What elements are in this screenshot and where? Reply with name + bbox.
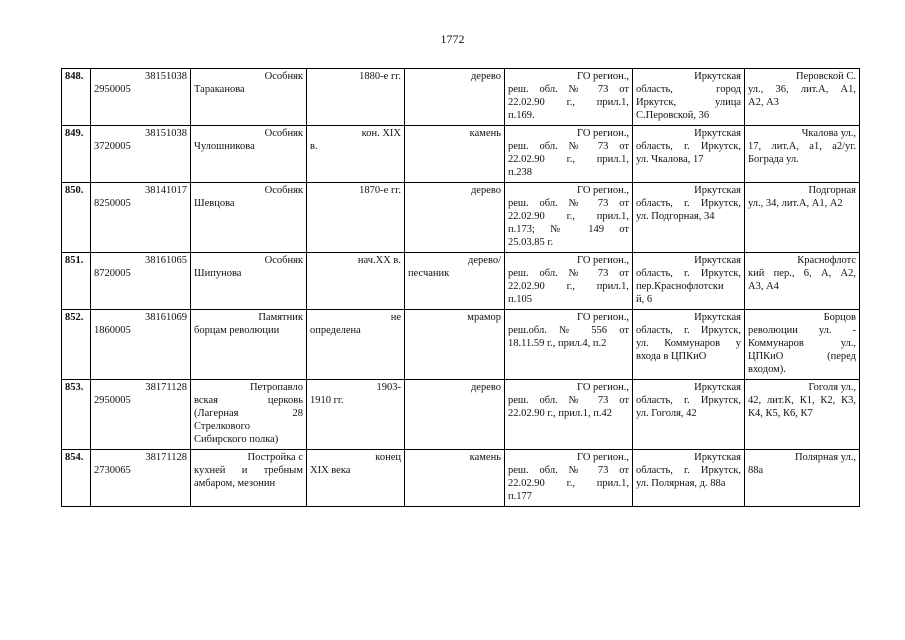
cell-line: мрамор — [467, 312, 501, 323]
cell-line: 8720005 — [94, 268, 131, 279]
cadastral-code-cell — [91, 380, 191, 450]
cell-line: 38161065 — [145, 255, 187, 266]
cell-line: Иркутск, улица — [636, 97, 741, 108]
address-cell — [633, 310, 745, 380]
cell-line: реш.обл. № 556 от — [508, 325, 629, 336]
object-name-cell — [191, 126, 307, 183]
cell-line: входом). — [748, 364, 786, 375]
cell-line: 22.02.90 г., прил.1, — [508, 97, 629, 108]
object-composition-cell — [745, 380, 860, 450]
cell-line: 38171128 — [145, 382, 187, 393]
cell-line: 42, лит.К, К1, К2, К3, — [748, 395, 856, 406]
cell-line: 88а — [748, 465, 764, 476]
object-name-cell — [191, 310, 307, 380]
cell-line: дерево — [470, 382, 501, 393]
cell-line: Иркутская — [694, 452, 741, 463]
cell-line: Шевцова — [194, 198, 235, 209]
cell-line: 38161069 — [145, 312, 187, 323]
address-cell — [633, 183, 745, 253]
cell-line: область, город — [636, 84, 741, 95]
material-cell — [405, 126, 505, 183]
cell-line: 18.11.59 г., прил.4, п.2 — [508, 338, 607, 349]
cell-line: ГО регион., — [577, 382, 629, 393]
cell-line: входа в ЦПКиО — [636, 351, 707, 362]
cell-line: п.238 — [508, 167, 532, 178]
cell-line: 1870-е гг. — [359, 185, 401, 196]
cell-line: 38151038 — [145, 71, 187, 82]
cell-line: й, 6 — [636, 294, 653, 305]
cell-line: ГО регион., — [577, 255, 629, 266]
object-composition-cell — [745, 310, 860, 380]
cell-line: 1903- — [376, 382, 401, 393]
cell-line: Чулошникова — [194, 141, 255, 152]
object-name-cell — [191, 380, 307, 450]
cell-line: 8250005 — [94, 198, 131, 209]
cell-line: камень — [469, 452, 501, 463]
cell-line: Иркутская — [694, 255, 741, 266]
cell-line: Тараканова — [194, 84, 245, 95]
cell-line: ул. Подгорная, 34 — [636, 211, 715, 222]
cell-line: 38171128 — [145, 452, 187, 463]
cadastral-code-cell — [91, 310, 191, 380]
cell-line: ГО регион., — [577, 128, 629, 139]
cell-line: в. — [310, 141, 318, 152]
cell-line: Стрелкового — [194, 421, 250, 432]
cell-line: Краснофлотс — [797, 255, 856, 266]
cadastral-code-cell — [91, 253, 191, 310]
cell-line: Особняк — [264, 255, 303, 266]
cell-line: Полярная ул., — [794, 452, 856, 463]
cell-line: Иркутская — [694, 71, 741, 82]
protection-document-cell — [505, 450, 633, 507]
cell-line: ул. Чкалова, 17 — [636, 154, 704, 165]
cell-line: 22.02.90 г., прил.1, — [508, 281, 629, 292]
dating-cell — [307, 380, 405, 450]
cell-line: кухней и требным — [194, 465, 303, 476]
cell-line: ГО регион., — [577, 312, 629, 323]
cell-line: реш. обл. № 73 от — [508, 395, 629, 406]
cell-line: п.177 — [508, 491, 532, 502]
protection-document-cell — [505, 253, 633, 310]
table-row — [62, 69, 860, 126]
cell-line: п.105 — [508, 294, 532, 305]
cell-line: пер.Краснофлотски — [636, 281, 724, 292]
object-name-cell — [191, 253, 307, 310]
cell-line: Петропавло — [249, 382, 303, 393]
row-number: 854. — [62, 450, 91, 507]
cell-line: Особняк — [264, 71, 303, 82]
cell-line: 3720005 — [94, 141, 131, 152]
table-row — [62, 450, 860, 507]
cell-line: 22.02.90 г., прил.1, — [508, 211, 629, 222]
cell-line: 25.03.85 г. — [508, 237, 554, 248]
cell-line: Постройка с — [247, 452, 303, 463]
cell-line: Бограда ул. — [748, 154, 799, 165]
cell-line: дерево — [470, 185, 501, 196]
material-cell — [405, 380, 505, 450]
object-name-cell — [191, 450, 307, 507]
object-composition-cell — [745, 126, 860, 183]
page-number: 1772 — [440, 32, 465, 46]
cell-line: конец — [375, 452, 401, 463]
cell-line: 17, лит.А, а1, а2/уг. — [748, 141, 856, 152]
cell-line: реш. обл. № 73 от — [508, 465, 629, 476]
cell-line: п.169. — [508, 110, 535, 121]
cell-line: 2730065 — [94, 465, 131, 476]
address-cell — [633, 450, 745, 507]
row-number: 850. — [62, 183, 91, 253]
cell-line: Коммунаров ул., — [748, 338, 856, 349]
cell-line: Перовской С. — [796, 71, 856, 82]
row-number: 849. — [62, 126, 91, 183]
cell-line: песчаник — [408, 268, 450, 279]
dating-cell — [307, 69, 405, 126]
dating-cell — [307, 310, 405, 380]
protection-document-cell — [505, 380, 633, 450]
row-number: 853. — [62, 380, 91, 450]
cell-line: реш. обл. № 73 от — [508, 198, 629, 209]
dating-cell — [307, 183, 405, 253]
cell-line: область, г. Иркутск, — [636, 198, 741, 209]
table-row — [62, 380, 860, 450]
material-cell — [405, 183, 505, 253]
cell-line: ул., 34, лит.А, А1, А2 — [748, 198, 843, 209]
cadastral-code-cell — [91, 183, 191, 253]
cell-line: камень — [469, 128, 501, 139]
cell-line: ГО регион., — [577, 452, 629, 463]
cell-line: XIX века — [310, 465, 351, 476]
table-row — [62, 253, 860, 310]
object-name-cell — [191, 183, 307, 253]
cell-line: Особняк — [264, 185, 303, 196]
cell-line: Чкалова ул., — [801, 128, 856, 139]
material-cell — [405, 450, 505, 507]
protection-document-cell — [505, 69, 633, 126]
cell-line: 2950005 — [94, 395, 131, 406]
object-composition-cell — [745, 69, 860, 126]
cell-line: ГО регион., — [577, 185, 629, 196]
cell-line: (Лагерная 28 — [194, 408, 303, 419]
cell-line: дерево — [470, 71, 501, 82]
cell-line: 1910 гг. — [310, 395, 344, 406]
cell-line: не — [390, 312, 401, 323]
cell-line: область, г. Иркутск, — [636, 268, 741, 279]
object-composition-cell — [745, 183, 860, 253]
protection-document-cell — [505, 310, 633, 380]
cell-line: Борцов — [823, 312, 856, 323]
cell-line: Шипунова — [194, 268, 242, 279]
cell-line: революции ул. - — [748, 325, 856, 336]
material-cell — [405, 310, 505, 380]
cell-line: А3, А4 — [748, 281, 779, 292]
cell-line: 1880-е гг. — [359, 71, 401, 82]
cell-line: ул. Коммунаров у — [636, 338, 741, 349]
cell-line: С.Перовской, 36 — [636, 110, 710, 121]
cell-line: К4, К5, К6, К7 — [748, 408, 813, 419]
cell-line: 22.02.90 г., прил.1, — [508, 478, 629, 489]
cell-line: Сибирского полка) — [194, 434, 279, 445]
table-row — [62, 126, 860, 183]
material-cell — [405, 69, 505, 126]
row-number: 851. — [62, 253, 91, 310]
cell-line: Иркутская — [694, 185, 741, 196]
cell-line: реш. обл. № 73 от — [508, 268, 629, 279]
cell-line: 38141017 — [145, 185, 187, 196]
cell-line: нач.XX в. — [357, 255, 401, 266]
table-row — [62, 310, 860, 380]
cell-line: Иркутская — [694, 382, 741, 393]
cell-line: Иркутская — [694, 128, 741, 139]
cell-line: 22.02.90 г., прил.1, п.42 — [508, 408, 612, 419]
cell-line: борцам революции — [194, 325, 280, 336]
cell-line: вская церковь — [194, 395, 303, 406]
cell-line: Особняк — [264, 128, 303, 139]
cell-line: ул., 36, лит.А, А1, — [748, 84, 856, 95]
cell-line: А2, А3 — [748, 97, 779, 108]
cell-line: кий пер., 6, А, А2, — [748, 268, 856, 279]
cadastral-code-cell — [91, 69, 191, 126]
cell-line: п.173; № 149 от — [508, 224, 629, 235]
cell-line: ул. Полярная, д. 88а — [636, 478, 726, 489]
address-cell — [633, 253, 745, 310]
cell-line: область, г. Иркутск, — [636, 325, 741, 336]
cell-line: дерево/ — [468, 255, 501, 266]
dating-cell — [307, 253, 405, 310]
object-name-cell — [191, 69, 307, 126]
cell-line: ул. Гоголя, 42 — [636, 408, 697, 419]
cell-line: ЦПКиО (перед — [748, 351, 856, 362]
address-cell — [633, 380, 745, 450]
cell-line: 22.02.90 г., прил.1, — [508, 154, 629, 165]
cell-line: Иркутская — [694, 312, 741, 323]
address-cell — [633, 126, 745, 183]
address-cell — [633, 69, 745, 126]
cell-line: 38151038 — [145, 128, 187, 139]
protection-document-cell — [505, 126, 633, 183]
table-row — [62, 183, 860, 253]
cell-line: Памятник — [258, 312, 303, 323]
cell-line: реш. обл. № 73 от — [508, 84, 629, 95]
cell-line: кон. XIX — [361, 128, 401, 139]
object-composition-cell — [745, 253, 860, 310]
material-cell — [405, 253, 505, 310]
cell-line: область, г. Иркутск, — [636, 395, 741, 406]
heritage-registry-table — [61, 68, 860, 507]
cell-line: Гоголя ул., — [808, 382, 856, 393]
cell-line: 2950005 — [94, 84, 131, 95]
cadastral-code-cell — [91, 450, 191, 507]
registry-body — [62, 69, 860, 507]
protection-document-cell — [505, 183, 633, 253]
cell-line: область, г. Иркутск, — [636, 141, 741, 152]
cell-line: область, г. Иркутск, — [636, 465, 741, 476]
cell-line: ГО регион., — [577, 71, 629, 82]
cell-line: 1860005 — [94, 325, 131, 336]
cell-line: Подгорная — [808, 185, 856, 196]
cadastral-code-cell — [91, 126, 191, 183]
row-number: 848. — [62, 69, 91, 126]
cell-line: определена — [310, 325, 361, 336]
dating-cell — [307, 450, 405, 507]
row-number: 852. — [62, 310, 91, 380]
cell-line: амбаром, мезонин — [194, 478, 276, 489]
dating-cell — [307, 126, 405, 183]
object-composition-cell — [745, 450, 860, 507]
cell-line: реш. обл. № 73 от — [508, 141, 629, 152]
